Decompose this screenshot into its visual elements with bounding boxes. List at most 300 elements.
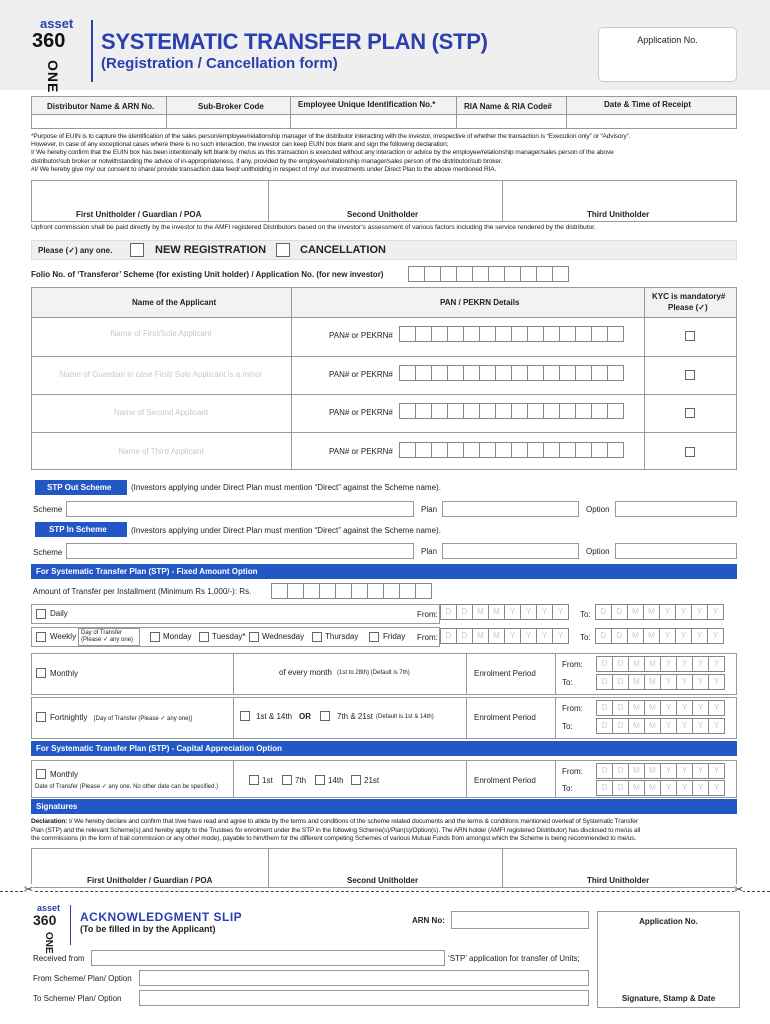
friday-checkbox[interactable]: [369, 632, 379, 642]
col-kyc: KYC is mandatory#: [652, 292, 726, 301]
daily-from-label: From:: [417, 610, 438, 619]
daily-row: [31, 604, 440, 624]
pan-cell[interactable]: [415, 326, 432, 342]
stp-out-scheme-input[interactable]: [66, 501, 414, 517]
date-cell[interactable]: Y: [659, 604, 676, 620]
pan-cell[interactable]: [495, 326, 512, 342]
date-cell[interactable]: M: [628, 718, 645, 734]
weekly-day-box: [78, 628, 140, 646]
ack-app-no-box[interactable]: [597, 911, 740, 1008]
date-cell[interactable]: D: [596, 700, 613, 716]
sig-top-third: Third Unitholder: [587, 210, 650, 219]
date-cell[interactable]: Y: [660, 656, 677, 672]
folio-cells[interactable]: [409, 266, 569, 282]
col-name-applicant: Name of the Applicant: [132, 298, 217, 307]
thursday-checkbox[interactable]: [312, 632, 322, 642]
fortnightly-to-date[interactable]: [597, 718, 725, 734]
signature-top-box[interactable]: [31, 180, 737, 222]
date-cell[interactable]: D: [596, 763, 613, 779]
date-cell[interactable]: M: [628, 674, 645, 690]
pan-cell[interactable]: [559, 365, 576, 381]
pan-cell[interactable]: [431, 403, 448, 419]
date-cell[interactable]: M: [488, 604, 505, 620]
pan-cell[interactable]: [591, 365, 608, 381]
date-cell[interactable]: Y: [692, 780, 709, 796]
date-cell[interactable]: Y: [504, 628, 521, 644]
registration-choice: [31, 240, 737, 260]
signature-bottom-box[interactable]: [31, 848, 737, 888]
date-cell[interactable]: Y: [552, 604, 569, 620]
capital-1st-checkbox[interactable]: [249, 775, 259, 785]
stp-in-scheme-label: Scheme: [33, 548, 63, 557]
pan-cell[interactable]: [415, 365, 432, 381]
date-cell[interactable]: M: [644, 674, 661, 690]
monthly-checkbox[interactable]: [36, 668, 46, 678]
logo-divider: [91, 20, 93, 82]
monday-label: Monday: [163, 632, 192, 641]
stp-out-scheme-label: Scheme: [33, 505, 63, 514]
pan-cell[interactable]: [511, 365, 528, 381]
date-cell[interactable]: Y: [707, 628, 724, 644]
capital-1st-label: 1st: [262, 776, 273, 785]
date-cell[interactable]: D: [596, 780, 613, 796]
capital-to-date[interactable]: [597, 780, 725, 796]
date-cell[interactable]: M: [472, 628, 489, 644]
date-cell[interactable]: D: [456, 604, 473, 620]
capital-date-note: Date of Transfer (Please ✓ any one. No other date can be specified.): [35, 784, 219, 790]
daily-to-label: To:: [580, 610, 591, 619]
ack-arn-label: ARN No:: [412, 916, 445, 925]
daily-label: Daily: [50, 609, 68, 618]
declaration-line-1: I/ We hereby declare and confirm that I/we have read and agree to abide by the terms and conditions of the scheme related documents and the terms & conditions mentioned overleaf of Systematic Transfer: [69, 818, 638, 825]
pan-cell[interactable]: [447, 403, 464, 419]
date-cell[interactable]: M: [472, 604, 489, 620]
stp-in-plan-label: Plan: [421, 547, 438, 556]
pan-cell[interactable]: [607, 403, 624, 419]
pan-cell[interactable]: [607, 442, 624, 458]
ack-logo: [33, 903, 73, 953]
ack-logo-number: 360: [33, 912, 57, 928]
logo-number: 360: [32, 30, 66, 52]
stp-in-plan-input[interactable]: [442, 543, 579, 559]
applicant-2-name[interactable]: Name of Guardian in case First/ Sole Applicant is a minor: [59, 370, 263, 379]
col-pan: PAN / PEKRN Details: [440, 298, 520, 307]
date-cell[interactable]: D: [612, 700, 629, 716]
pan-cell[interactable]: [479, 442, 496, 458]
page-subtitle: (Registration / Cancellation form): [101, 55, 338, 72]
capital-7th-label: 7th: [295, 776, 307, 785]
ack-logo-one: ONE: [43, 932, 54, 954]
pan-cell[interactable]: [495, 442, 512, 458]
pan-cell[interactable]: [399, 326, 416, 342]
opt-1-14-checkbox[interactable]: [240, 711, 250, 721]
capital-14th-checkbox[interactable]: [315, 775, 325, 785]
pan-cell[interactable]: [463, 326, 480, 342]
date-cell[interactable]: D: [596, 656, 613, 672]
date-cell[interactable]: D: [595, 604, 612, 620]
capital-enrol-label: Enrolment Period: [474, 776, 536, 785]
logo-one: ONE: [45, 60, 61, 94]
date-cell[interactable]: Y: [692, 674, 709, 690]
pan-cells-3[interactable]: [400, 403, 624, 419]
pan-cell[interactable]: [511, 442, 528, 458]
capital-bar: For Systematic Transfer Plan (STP) - Capital Appreciation Option: [31, 741, 737, 756]
pan-cell[interactable]: [607, 365, 624, 381]
pan-cells-1[interactable]: [400, 326, 624, 342]
pan-cell[interactable]: [527, 403, 544, 419]
dist-col-subbroker: Sub-Broker Code: [198, 102, 264, 111]
date-cell[interactable]: M: [644, 718, 661, 734]
stp-out-note: (Investors applying under Direct Plan must mention “Direct” against the Scheme name).: [131, 483, 441, 492]
pan-cell[interactable]: [431, 442, 448, 458]
dist-col-euin: Employee Unique Identification No.*: [298, 100, 436, 109]
dist-col-arn: Distributor Name & ARN No.: [47, 102, 155, 111]
every-month-label: of every month: [279, 668, 332, 677]
date-cell[interactable]: Y: [708, 780, 725, 796]
date-cell[interactable]: M: [488, 628, 505, 644]
weekly-checkbox[interactable]: [36, 632, 46, 642]
pan-cell[interactable]: [463, 442, 480, 458]
pan-cell[interactable]: [591, 442, 608, 458]
fortnightly-checkbox[interactable]: [36, 712, 46, 722]
monthly-from-label: From:: [562, 660, 583, 669]
signatures-bar: Signatures: [31, 799, 737, 814]
stp-application-note: ‘STP’ application for transfer of Units;: [448, 954, 580, 963]
declaration-bold: Declaration:: [31, 818, 68, 825]
kyc-checkbox-1[interactable]: [685, 331, 695, 341]
fortnightly-from-label: From:: [562, 704, 583, 713]
scissors-icon: ✂: [24, 884, 34, 896]
date-cell[interactable]: D: [612, 780, 629, 796]
pan-cell[interactable]: [527, 442, 544, 458]
applicant-1-name[interactable]: Name of First/Sole Applicant: [110, 329, 212, 338]
euin-declaration: [31, 133, 741, 174]
capital-7th-checkbox[interactable]: [282, 775, 292, 785]
ack-subtitle: (To be filled in by the Applicant): [80, 924, 216, 934]
pan-cell[interactable]: [559, 442, 576, 458]
date-cell[interactable]: Y: [692, 700, 709, 716]
dist-col-ria: RIA Name & RIA Code#: [464, 102, 552, 111]
amount-label: Amount of Transfer per Installment (Minimum Rs 1,000/-): Rs.: [33, 587, 252, 596]
date-cell[interactable]: Y: [660, 718, 677, 734]
pan-label-3: PAN# or PEKRN#: [329, 408, 393, 417]
decl-line-5: #I/ We hereby give my/ our consent to share/ provide transaction data feed/ unitholding in respect of my/ our investments under Direct Plan to the above mentioned RIA.: [31, 165, 497, 173]
ack-logo-brand: asset: [37, 903, 61, 913]
pan-cell[interactable]: [495, 365, 512, 381]
pan-cell[interactable]: [447, 365, 464, 381]
pan-cell[interactable]: [415, 403, 432, 419]
date-cell[interactable]: D: [440, 604, 457, 620]
date-cell[interactable]: Y: [675, 604, 692, 620]
pan-cell[interactable]: [575, 365, 592, 381]
fortnightly-label: Fortnightly: [50, 713, 88, 722]
pan-cell[interactable]: [463, 403, 480, 419]
pan-cell[interactable]: [559, 326, 576, 342]
pan-cell[interactable]: [511, 326, 528, 342]
pan-label-4: PAN# or PEKRN#: [329, 447, 393, 456]
monthly-to-date[interactable]: [597, 674, 725, 690]
pan-label-1: PAN# or PEKRN#: [329, 331, 393, 340]
pan-cell[interactable]: [399, 442, 416, 458]
pan-cell[interactable]: [463, 365, 480, 381]
application-no-label: Application No.: [637, 35, 698, 45]
weekly-to-label: To:: [580, 633, 591, 642]
opt-7-21-checkbox[interactable]: [320, 711, 330, 721]
capital-21st-checkbox[interactable]: [351, 775, 361, 785]
date-cell[interactable]: M: [643, 628, 660, 644]
folio-label: Folio No. of ‘Transferor’ Scheme (for existing Unit holder) / Application No. (for new investor): [31, 270, 384, 279]
page-title: SYSTEMATIC TRANSFER PLAN (STP): [101, 29, 488, 54]
date-cell[interactable]: Y: [676, 674, 693, 690]
sig-top-first: First Unitholder / Guardian / POA: [76, 210, 202, 219]
date-cell[interactable]: D: [596, 674, 613, 690]
daily-checkbox[interactable]: [36, 609, 46, 619]
wednesday-checkbox[interactable]: [249, 632, 259, 642]
date-cell[interactable]: Y: [676, 700, 693, 716]
decl-line-3: I/ We hereby confirm that the EUIN box has been intentionally left blank by me/us as this transaction is executed without any interaction or advice by the employee/relationship manager/sales person of the above: [31, 149, 614, 157]
date-cell[interactable]: Y: [675, 628, 692, 644]
thursday-label: Thursday: [325, 632, 359, 641]
tuesday-label: Tuesday*: [212, 632, 246, 641]
date-cell[interactable]: M: [628, 656, 645, 672]
capital-monthly-checkbox[interactable]: [36, 769, 46, 779]
opt-1-14-label: 1st & 14th: [256, 712, 293, 721]
sig-bottom-second: Second Unitholder: [347, 876, 419, 885]
daily-from-date[interactable]: [441, 604, 569, 620]
date-cell[interactable]: Y: [520, 604, 537, 620]
pan-cells-4[interactable]: [400, 442, 624, 458]
pan-label-2: PAN# or PEKRN#: [329, 370, 393, 379]
date-cell[interactable]: D: [596, 718, 613, 734]
pan-cell[interactable]: [559, 403, 576, 419]
ack-arn-input[interactable]: [451, 911, 589, 929]
pan-cell[interactable]: [607, 326, 624, 342]
to-scheme-label: To Scheme/ Plan/ Option: [33, 994, 122, 1003]
date-cell[interactable]: Y: [691, 604, 708, 620]
monthly-to-label: To:: [562, 678, 573, 687]
logo-brand: asset: [40, 16, 74, 31]
applicant-3-name[interactable]: Name of Second Applicant: [113, 408, 209, 417]
ack-app-no-label: Application No.: [639, 917, 698, 926]
received-from-label: Received from: [33, 954, 85, 963]
friday-label: Friday: [383, 632, 406, 641]
fixed-amount-bar: For Systematic Transfer Plan (STP) - Fixed Amount Option: [31, 564, 737, 579]
capital-21st-label: 21st: [364, 776, 380, 785]
date-cell[interactable]: Y: [708, 674, 725, 690]
pan-cell[interactable]: [543, 365, 560, 381]
sig-top-second: Second Unitholder: [347, 210, 419, 219]
date-cell[interactable]: D: [611, 604, 628, 620]
pan-cell[interactable]: [479, 326, 496, 342]
pan-cell[interactable]: [495, 403, 512, 419]
date-cell[interactable]: Y: [707, 604, 724, 620]
cut-line: [0, 891, 770, 892]
fortnightly-to-label: To:: [562, 722, 573, 731]
date-cell[interactable]: M: [628, 700, 645, 716]
date-cell[interactable]: Y: [708, 763, 725, 779]
daily-to-date[interactable]: [596, 604, 724, 620]
fortnightly-from-date[interactable]: [597, 700, 725, 716]
date-cell[interactable]: D: [456, 628, 473, 644]
pan-cell[interactable]: [479, 365, 496, 381]
date-cell[interactable]: Y: [708, 656, 725, 672]
fortnightly-note: [Day of Transfer (Please ✓ any one)]: [94, 716, 193, 722]
date-cell[interactable]: D: [612, 674, 629, 690]
scissors-icon-right: ✂: [734, 884, 744, 896]
capital-from-date[interactable]: [597, 763, 725, 779]
date-cell[interactable]: Y: [660, 700, 677, 716]
pan-cell[interactable]: [511, 403, 528, 419]
stp-out-tag: STP Out Scheme: [35, 480, 127, 495]
declaration-line-2: Plan (STP) and the relevant Scheme(s) and hereby apply to the Trustees for enrolment under the STP in the following Scheme(s)/Plan(s)/Option(s). The ARN holder (AMFI registered Distributor) has disclosed to me/us all: [31, 826, 641, 834]
date-cell[interactable]: D: [440, 628, 457, 644]
pan-cell[interactable]: [543, 442, 560, 458]
pan-cell[interactable]: [543, 326, 560, 342]
pan-cell[interactable]: [591, 403, 608, 419]
date-cell[interactable]: M: [627, 604, 644, 620]
pan-cell[interactable]: [575, 403, 592, 419]
pan-cell[interactable]: [447, 326, 464, 342]
tuesday-checkbox[interactable]: [199, 632, 209, 642]
pan-cell[interactable]: [591, 326, 608, 342]
col-kyc-please: Please (✓): [668, 303, 708, 312]
monthly-enrol-label: Enrolment Period: [474, 669, 536, 678]
date-cell[interactable]: Y: [520, 628, 537, 644]
date-cell[interactable]: D: [612, 763, 629, 779]
pan-cell[interactable]: [575, 326, 592, 342]
date-cell[interactable]: Y: [552, 628, 569, 644]
new-registration-checkbox[interactable]: [130, 243, 144, 257]
pan-cells-2[interactable]: [400, 365, 624, 381]
pan-cell[interactable]: [543, 403, 560, 419]
date-cell[interactable]: Y: [536, 604, 553, 620]
ack-title: ACKNOWLEDGMENT SLIP: [80, 910, 243, 924]
monthly-from-date[interactable]: [597, 656, 725, 672]
pan-cell[interactable]: [575, 442, 592, 458]
kyc-checkbox-3[interactable]: [685, 408, 695, 418]
pan-cell[interactable]: [527, 326, 544, 342]
date-cell[interactable]: Y: [692, 718, 709, 734]
received-from-input[interactable]: [91, 950, 445, 966]
date-cell[interactable]: M: [644, 656, 661, 672]
date-cell[interactable]: M: [644, 763, 661, 779]
date-cell[interactable]: M: [644, 700, 661, 716]
ack-divider: [70, 905, 71, 945]
date-cell[interactable]: Y: [676, 656, 693, 672]
pan-cell[interactable]: [447, 442, 464, 458]
weekly-from-date[interactable]: [441, 628, 569, 644]
stp-in-scheme-input[interactable]: [66, 543, 414, 559]
capital-monthly-label: Monthly: [50, 770, 79, 779]
amount-cells[interactable]: [272, 583, 432, 599]
stp-in-note: (Investors applying under Direct Plan must mention “Direct” against the Scheme name).: [131, 526, 441, 535]
weekly-day-title: Day of Transfer: [81, 630, 123, 636]
date-cell[interactable]: Y: [660, 780, 677, 796]
date-cell[interactable]: Y: [708, 700, 725, 716]
pan-cell[interactable]: [431, 365, 448, 381]
every-month-note: (1st to 28th) (Default is 7th): [337, 670, 410, 676]
date-cell[interactable]: Y: [660, 763, 677, 779]
fortnightly-enrol-label: Enrolment Period: [474, 713, 536, 722]
date-cell[interactable]: Y: [660, 674, 677, 690]
stp-in-tag: STP In Scheme: [35, 522, 127, 537]
pan-cell[interactable]: [431, 326, 448, 342]
cancellation-checkbox[interactable]: [276, 243, 290, 257]
monday-checkbox[interactable]: [150, 632, 160, 642]
date-cell[interactable]: D: [612, 656, 629, 672]
date-cell[interactable]: D: [595, 628, 612, 644]
stp-in-option-label: Option: [586, 547, 610, 556]
weekly-to-date[interactable]: [596, 628, 724, 644]
application-no-box[interactable]: [598, 27, 737, 82]
date-cell[interactable]: M: [644, 780, 661, 796]
date-cell[interactable]: M: [643, 604, 660, 620]
date-cell[interactable]: Y: [692, 763, 709, 779]
kyc-checkbox-4[interactable]: [685, 447, 695, 457]
date-cell[interactable]: M: [628, 780, 645, 796]
pan-cell[interactable]: [527, 365, 544, 381]
capital-from-label: From:: [562, 767, 583, 776]
stp-out-option-input[interactable]: [615, 501, 737, 517]
applicant-4-name[interactable]: Name of Third Applicant: [118, 447, 204, 456]
kyc-checkbox-2[interactable]: [685, 370, 695, 380]
date-cell[interactable]: Y: [676, 763, 693, 779]
sig-bottom-third: Third Unitholder: [587, 876, 650, 885]
date-cell[interactable]: Y: [691, 628, 708, 644]
to-scheme-input[interactable]: [139, 990, 589, 1006]
stp-out-plan-label: Plan: [421, 505, 438, 514]
date-cell[interactable]: M: [628, 763, 645, 779]
stp-out-plan-input[interactable]: [442, 501, 579, 517]
date-cell[interactable]: M: [627, 628, 644, 644]
date-cell[interactable]: Y: [536, 628, 553, 644]
date-cell[interactable]: Y: [692, 656, 709, 672]
date-cell[interactable]: Y: [659, 628, 676, 644]
pan-cell[interactable]: [415, 442, 432, 458]
distributor-table: [31, 96, 737, 129]
date-cell[interactable]: Y: [676, 780, 693, 796]
decl-line-1: *Purpose of EUIN is to capture the identification of the sales person/employee/relationship manager of the distributor interacting with the investor, irrespective of whether the transaction is “Execution only” or “Advisory”.: [31, 133, 631, 140]
weekly-from-label: From:: [417, 633, 438, 642]
ack-signature-label: Signature, Stamp & Date: [621, 994, 716, 1003]
from-scheme-input[interactable]: [139, 970, 589, 986]
date-cell[interactable]: D: [611, 628, 628, 644]
cancellation-label: CANCELLATION: [300, 244, 386, 256]
upfront-note: Upfront commission shall be paid directly by the investor to the AMFI registered Distributors based on the investor’s assessment of various factors including the service rendered by the distributor.: [31, 224, 596, 231]
declaration-line-3: the commissions (in the form of trail commission or any other mode), payable to him/them for the different competing Schemes of various Mutual Funds from amongst which the Scheme is being recommended to me/us.: [31, 835, 637, 843]
monthly-label: Monthly: [50, 669, 79, 678]
sig-bottom-first: First Unitholder / Guardian / POA: [87, 876, 213, 885]
logo: [32, 16, 87, 94]
date-cell[interactable]: Y: [676, 718, 693, 734]
pan-cell[interactable]: [399, 403, 416, 419]
from-scheme-label: From Scheme/ Plan/ Option: [33, 974, 132, 983]
signature-declaration: [31, 818, 741, 844]
weekly-day-note: (Please ✓ any one): [81, 637, 134, 643]
date-cell[interactable]: Y: [708, 718, 725, 734]
date-cell[interactable]: Y: [504, 604, 521, 620]
applicant-table: [31, 287, 737, 470]
stp-in-option-input[interactable]: [615, 543, 737, 559]
pan-cell[interactable]: [479, 403, 496, 419]
date-cell[interactable]: D: [612, 718, 629, 734]
new-registration-label: NEW REGISTRATION: [155, 244, 267, 256]
weekly-label: Weekly: [50, 632, 77, 641]
please-tick-label: Please (✓) any one.: [38, 246, 113, 255]
capital-to-label: To:: [562, 784, 573, 793]
pan-cell[interactable]: [399, 365, 416, 381]
opt-default-note: (Default is 1st & 14th): [376, 714, 434, 720]
